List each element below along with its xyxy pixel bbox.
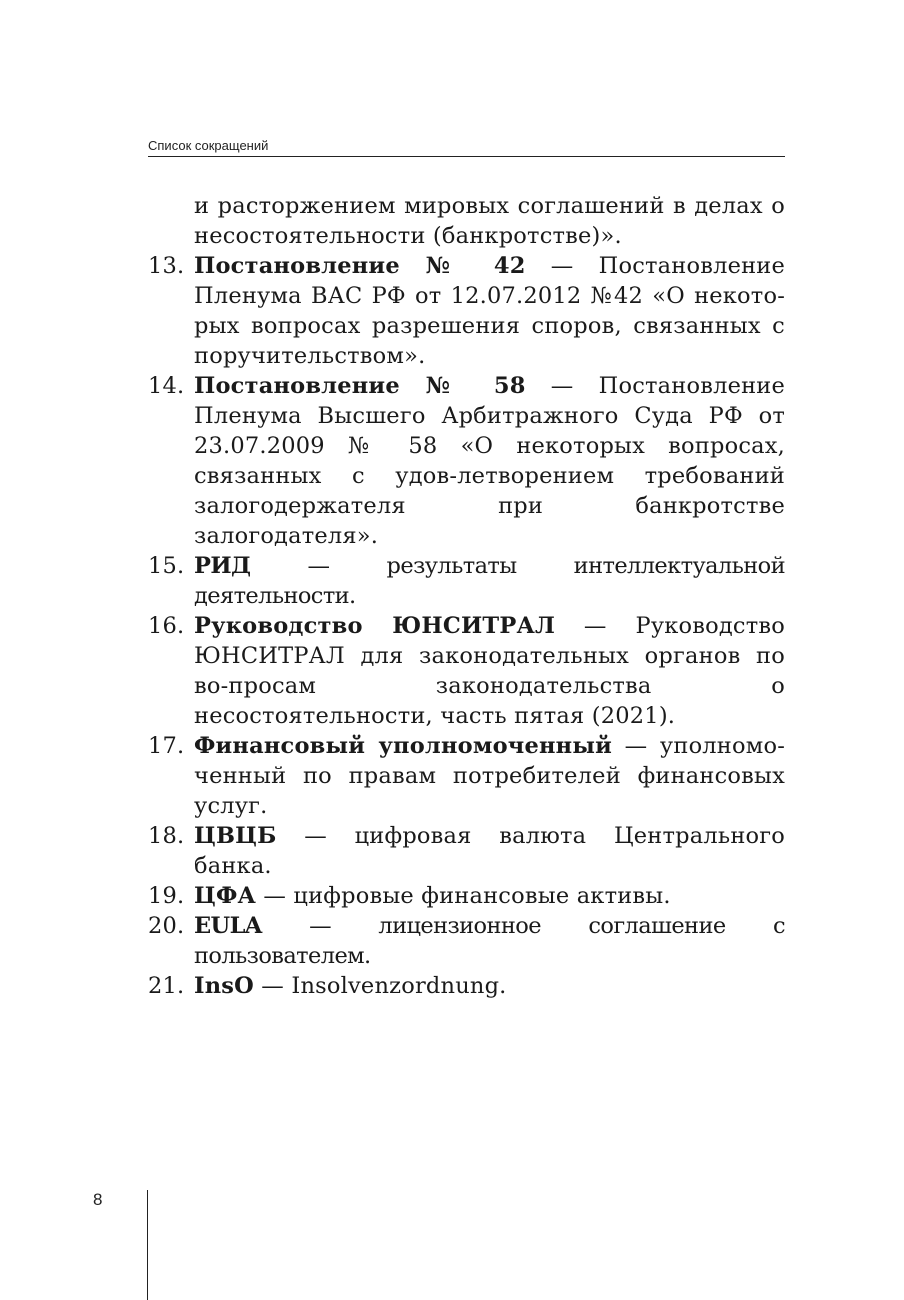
list-item-number: 18. (148, 823, 185, 849)
list-item-number: 19. (148, 883, 185, 909)
abbreviation-definition: — Insolvenzordnung. (253, 973, 507, 999)
list-item-text (194, 821, 785, 881)
abbreviation-term: ЦВЦБ (194, 823, 277, 849)
list-item-number: 15. (148, 553, 185, 579)
abbreviation-definition: — результаты интеллектуальной деятельности. (194, 553, 785, 609)
abbreviation-term: Руководство ЮНСИТРАЛ (194, 613, 556, 639)
abbreviation-term: EULA (194, 913, 262, 939)
list-item-text (194, 551, 785, 611)
abbreviation-definition: — Руководство ЮНСИТРАЛ для законодательных органов по во-просам законодательства о несостоятельности, часть пятая (2021). (194, 613, 785, 729)
list-item-number: 13. (148, 253, 185, 279)
list-item-20 (148, 911, 785, 971)
list-item-number: 20. (148, 913, 185, 939)
abbreviation-term: Постановление № 58 (194, 373, 526, 399)
abbreviation-term: InsO (194, 973, 254, 999)
list-item-18 (148, 821, 785, 881)
list-item-text (194, 971, 785, 1001)
list-item-number: 17. (148, 733, 185, 759)
list-item-text (194, 881, 785, 911)
abbreviation-definition: — цифровые финансовые активы. (256, 883, 671, 909)
abbreviation-term: Постановление № 42 (194, 253, 526, 279)
abbreviation-term: Финансовый уполномоченный (194, 733, 612, 759)
list-item-text (194, 251, 785, 371)
list-item-17 (148, 731, 785, 821)
page-number: 8 (93, 1190, 103, 1209)
list-item-text (194, 731, 785, 821)
list-item-number: 21. (148, 973, 185, 999)
list-item-21 (148, 971, 785, 1001)
abbreviation-definition: — цифровая валюта Центрального банка. (194, 823, 785, 879)
abbreviation-term: ЦФА (194, 883, 257, 909)
list-item-19 (148, 881, 785, 911)
abbreviation-definition: — Постановление Пленума Высшего Арбитражного Суда РФ от 23.07.2009 № 58 «О некоторых вопросах, связанных с удов-летворением требований залогодержателя при банкротстве залогодателя». (194, 373, 785, 549)
abbreviation-definition: — Постановление Пленума ВАС РФ от 12.07.2012 №42 «О некото-рых вопросах разрешения споров, связанных с поручительством». (194, 253, 785, 369)
list-item-text (194, 911, 785, 971)
page-margin-rule (147, 1190, 148, 1300)
list-item-number: 14. (148, 373, 185, 399)
list-item-15 (148, 551, 785, 611)
abbreviations-list (148, 191, 785, 1001)
abbreviation-definition: — уполномо-ченный по правам потребителей финансовых услуг. (194, 733, 785, 819)
list-item-text (194, 371, 785, 551)
list-item-text (194, 611, 785, 731)
abbreviation-definition: — лицензионное соглашение с пользователем. (194, 913, 785, 969)
list-item-13 (148, 251, 785, 371)
list-item-14 (148, 371, 785, 551)
list-item-number: 16. (148, 613, 185, 639)
abbreviation-term: РИД (194, 553, 251, 579)
list-item-16 (148, 611, 785, 731)
running-header (148, 138, 785, 157)
continued-definition-text: и расторжением мировых соглашений в делах о несостоятельности (банкротстве)». (194, 193, 785, 249)
running-header-title: Список сокращений (148, 138, 269, 153)
